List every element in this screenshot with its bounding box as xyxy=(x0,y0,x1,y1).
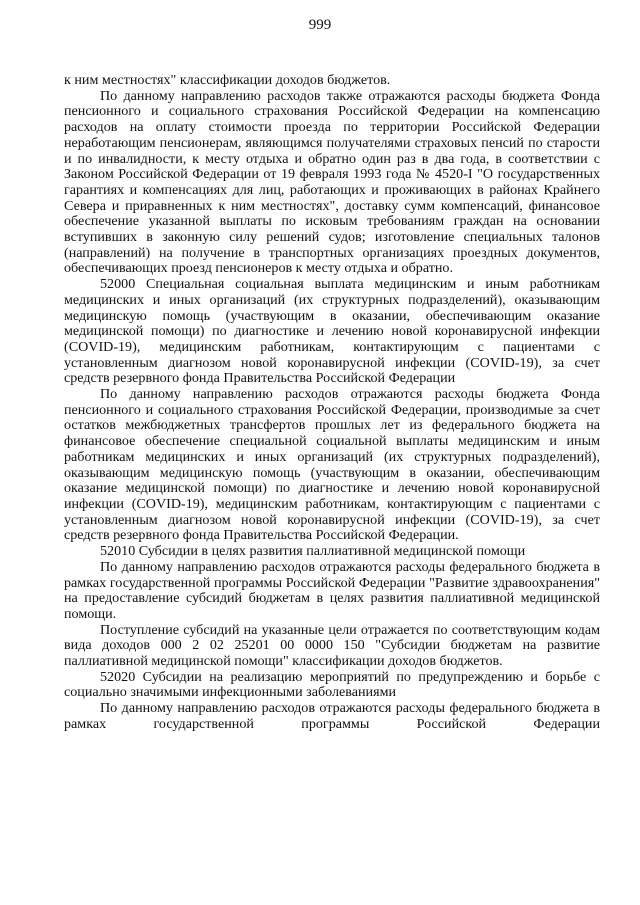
paragraph-52010-income: Поступление субсидий на указанные цели отражается по соответствующим кодам вида доходов 000 2 02 25201 00 0000 150 "Субсидии бюджетам на развитие паллиативной медицинской помощи" классификации доходов бюджетов. xyxy=(64,621,600,670)
paragraph-52020-heading: 52020 Субсидии на реализацию мероприятий по предупреждению и борьбе с социально значимыми инфекционными заболеваниями xyxy=(64,668,600,701)
paragraph-52010-heading: 52010 Субсидии в целях развития паллиативной медицинской помощи xyxy=(100,543,526,560)
document-body xyxy=(64,73,600,733)
paragraph-52010-description: По данному направлению расходов отражаются расходы федерального бюджета в рамках государственной программы Российской Федерации "Развитие здравоохранения" на предоставление субсидий бюджетам в целях развития паллиативной медицинской помощи. xyxy=(64,558,600,622)
paragraph-continuation: к ним местностях" классификации доходов бюджетов. xyxy=(64,72,391,88)
paragraph-52000-description: По данному направлению расходов отражаются расходы бюджета Фонда пенсионного и социального страхования Российской Федерации, производимые за счет остатков межбюджетных трансфертов прошлых лет из федерального бюджета на финансовое обеспечение специальной социальной выплаты медицинским и иным работникам медицинских и иных организаций (их структурных подразделений), оказывающим медицинскую помощь (участвующим в оказании, обеспечивающим оказание медицинской помощи) по диагностике и лечению новой коронавирусной инфекции (COVID-19), медицинским работникам, контактирующим с пациентами с установленным диагнозом новой коронавирусной инфекции (COVID-19), за счет средств резервного фонда Правительства Российской Федерации. xyxy=(64,386,600,544)
paragraph-compensation-travel: По данному направлению расходов также отражаются расходы бюджета Фонда пенсионного и социального страхования Российской Федерации на компенсацию расходов на оплату стоимости проезда по территории Российской Федерации неработающим пенсионерам, являющимся получателями страховых пенсий по старости и по инвалидности, к месту отдыха и обратно один раз в два года, в соответствии с Законом Российской Федерации от 19 февраля 1993 года № 4520-I "О государственных гарантиях и компенсациях для лиц, работающих и проживающих в районах Крайнего Севера и приравненных к ним местностях", доставку сумм компенсаций, финансовое обеспечение указанной выплаты по исковым требованиям граждан на основании вступивших в законную силу решений судов; изготовление специальных талонов (направлений) на получение в транспортных организациях проездных документов, обеспечивающих проезд пенсионеров к месту отдыха и обратно. xyxy=(64,87,600,277)
page-number: 999 xyxy=(308,17,332,33)
paragraph-52000-heading: 52000 Специальная социальная выплата медицинским и иным работникам медицинских и иных организаций (их структурных подразделений), оказывающим медицинскую помощь (участвующим в оказании, обеспечивающим оказание медицинской помощи) по диагностике и лечению новой коронавирусной инфекции (COVID-19), медицинским работникам, контактирующим с пациентами с установленным диагнозом новой коронавирусной инфекции (COVID-19), за счет средств резервного фонда Правительства Российской Федерации xyxy=(64,276,600,387)
paragraph-52020-description: По данному направлению расходов отражаются расходы федерального бюджета в рамках государственной программы Российской Федерации xyxy=(64,700,600,732)
